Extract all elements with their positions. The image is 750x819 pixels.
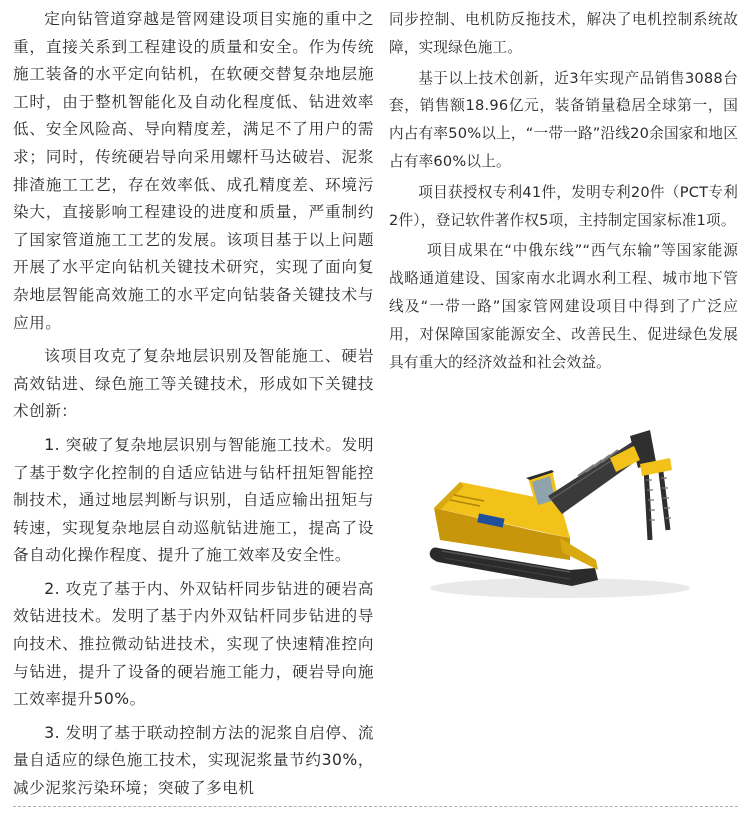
paragraph-intro: 定向钻管道穿越是管网建设项目实施的重中之重，直接关系到工程建设的质量和安全。作为传统施工装备的水平定向钻机，在软硬交替复杂地层施工时，由于整机智能化及自动化程度低、钻进效率低、安全风险高、导向精度差，满足不了用户的需求；同时，传统硬岩导向采用螺杆马达破岩、泥浆排渣施工工艺，存在效率低、成孔精度差、环境污染大，直接影响工程建设的进度和质量，严重制约了国家管道施工工艺的发展。该项目基于以上问题开展了水平定向钻机关键技术研究，实现了面向复杂地层智能高效施工的水平定向钻装备关键技术与应用。 <box>13 10 374 332</box>
paragraph-continuation: 同步控制、电机防反拖技术，解决了电机控制系统故障，实现绿色施工。 <box>389 11 738 56</box>
paragraph-patents: 项目获授权专利41件，发明专利20件（PCT专利2件），登记软件著作权5项，主持制定国家标准1项。 <box>389 183 738 229</box>
paragraph-applications: 项目成果在“中俄东线”“西气东输”等国家能源战略通道建设、国家南水北调水利工程、城市地下管线及“一带一路”国家管网建设项目中得到了广泛应用，对保障国家能源安全、改善民生、促进绿色发展具有重大的经济效益和社会效益。 <box>389 242 738 371</box>
paragraph-sales: 基于以上技术创新，近3年实现产品销售3088台套，销售额18.96亿元，装备销量稳居全球第一，国内占有率50%以上，“一带一路”沿线20余国家和地区占有率60%以上。 <box>389 69 738 170</box>
paragraph-innovation-3: 3. 发明了基于联动控制方法的泥浆自启停、流量自适应的绿色施工技术，实现泥浆量节约30%，减少泥浆污染环境；突破了多电机 <box>13 723 374 798</box>
drilling-rig-illustration <box>420 420 720 615</box>
right-column <box>389 6 738 376</box>
paragraph-innovation-2: 2. 攻克了基于内、外双钻杆同步钻进的硬岩高效钻进技术。发明了基于内外双钻杆同步钻进的导向技术、推拉微动钻进技术，实现了快速精准控向与钻进，提升了设备的硬岩施工能力，硬岩导向施工效率提升50%。 <box>13 579 374 709</box>
paragraph-innovation-1: 1. 突破了复杂地层识别与智能施工技术。发明了基于数字化控制的自适应钻进与钻杆扭矩智能控制技术，通过地层判断与识别，自适应输出扭矩与转速，实现复杂地层自动巡航钻进施工，提高了设备自动化操作程度、提升了施工效率及安全性。 <box>13 435 374 565</box>
drilling-rig-image <box>420 420 720 615</box>
bottom-divider <box>13 806 738 807</box>
left-column <box>13 6 374 803</box>
paragraph-overview: 该项目攻克了复杂地层识别及智能施工、硬岩高效钻进、绿色施工等关键技术，形成如下关键技术创新： <box>13 347 374 421</box>
